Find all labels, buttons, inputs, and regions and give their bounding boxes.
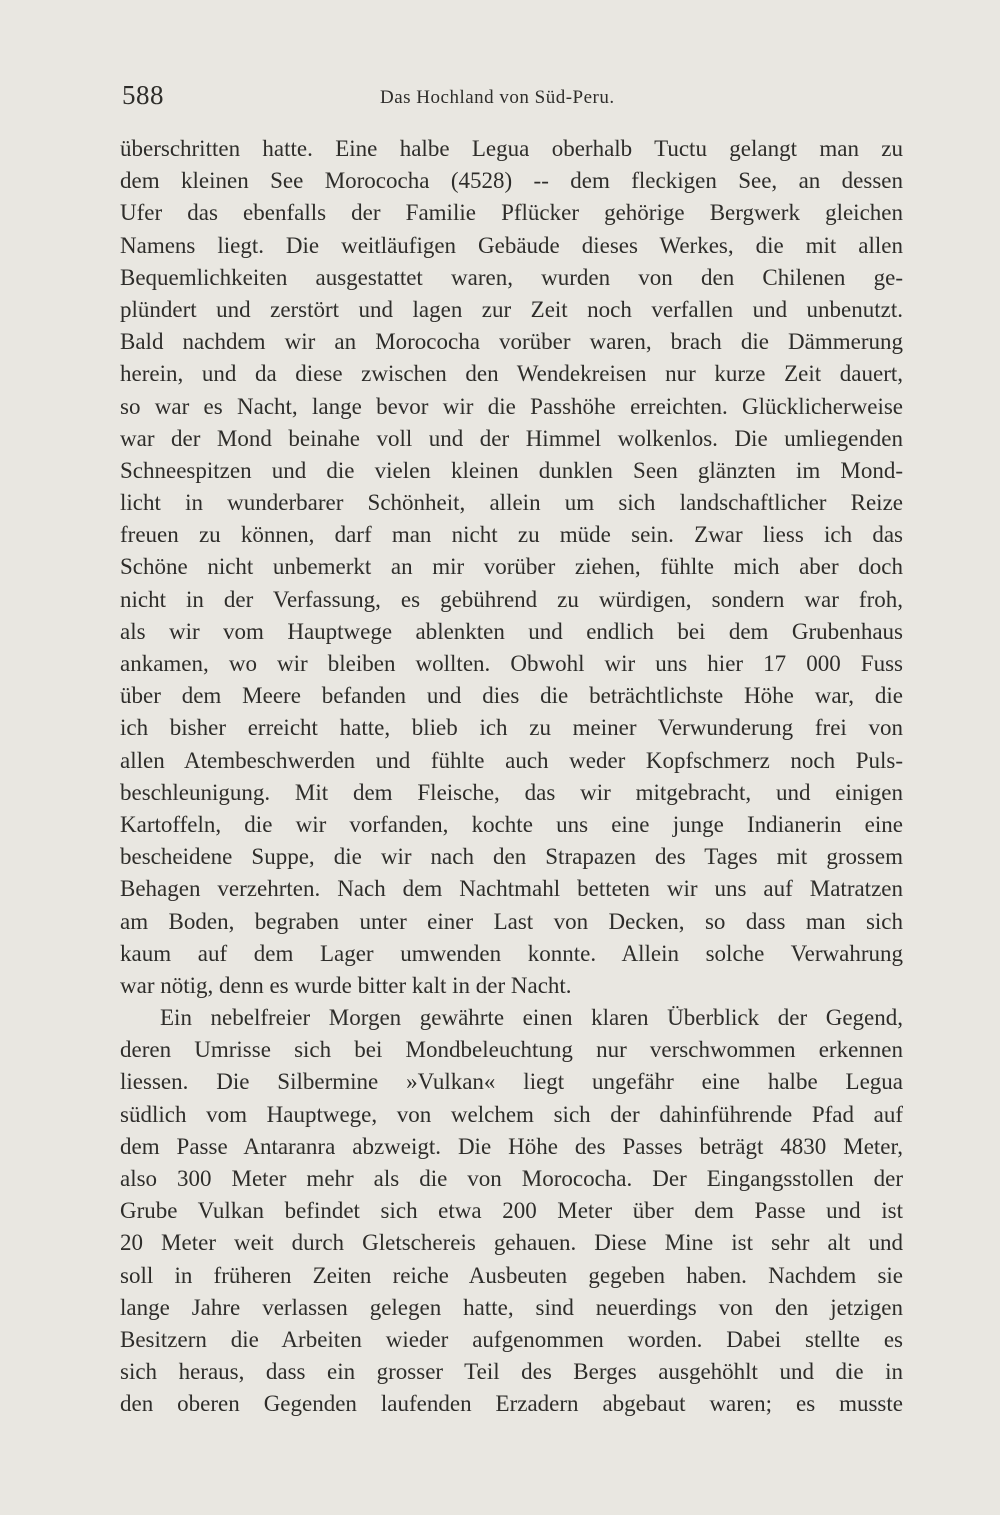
text-line: Kartoffeln, die wir vorfanden, kochte uns eine junge Indianerin eine bbox=[120, 811, 903, 837]
text-line: liessen. Die Silbermine »Vulkan« liegt ungefähr eine halbe Legua bbox=[120, 1069, 903, 1095]
text-line: den oberen Gegenden laufenden Erzadern abgebaut waren; es musste bbox=[120, 1391, 903, 1417]
text-line: freuen zu können, darf man nicht zu müde sein. Zwar liess ich das bbox=[120, 522, 903, 548]
running-head bbox=[120, 80, 895, 120]
text-line: kaum auf dem Lager umwenden konnte. Allein solche Verwahrung bbox=[120, 940, 903, 966]
text-line: Bald nachdem wir an Morococha vorüber waren, brach die Dämmerung bbox=[120, 329, 903, 355]
text-line: dem Passe Antaranra abzweigt. Die Höhe des Passes beträgt 4830 Meter, bbox=[120, 1133, 903, 1159]
text-line: Ein nebelfreier Morgen gewährte einen klaren Überblick der Gegend, bbox=[160, 1005, 903, 1031]
text-line: ich bisher erreicht hatte, blieb ich zu meiner Verwunderung frei von bbox=[120, 715, 903, 741]
text-line: Grube Vulkan befindet sich etwa 200 Meter über dem Passe und ist bbox=[120, 1198, 903, 1224]
text-line: licht in wunderbarer Schönheit, allein um sich landschaftlicher Reize bbox=[120, 490, 903, 516]
text-line: allen Atembeschwerden und fühlte auch weder Kopfschmerz noch Puls- bbox=[120, 747, 903, 773]
text-line: Schneespitzen und die vielen kleinen dunklen Seen glänzten im Mond- bbox=[120, 457, 903, 483]
text-line: war nötig, denn es wurde bitter kalt in der Nacht. bbox=[120, 972, 572, 998]
text-line: lange Jahre verlassen gelegen hatte, sind neuerdings von den jetzigen bbox=[120, 1294, 903, 1320]
text-line: als wir vom Hauptwege ablenkten und endlich bei dem Grubenhaus bbox=[120, 618, 903, 644]
text-line: dem kleinen See Morococha (4528) -- dem fleckigen See, an dessen bbox=[120, 168, 903, 194]
text-line: so war es Nacht, lange bevor wir die Passhöhe erreichten. Glücklicherweise bbox=[120, 393, 903, 419]
text-line: war der Mond beinahe voll und der Himmel wolkenlos. Die umliegenden bbox=[120, 425, 903, 451]
text-line: plündert und zerstört und lagen zur Zeit noch verfallen und unbenutzt. bbox=[120, 296, 903, 322]
body-text bbox=[120, 133, 903, 1421]
paragraph-1 bbox=[120, 133, 903, 1002]
running-title: Das Hochland von Süd-Peru. bbox=[380, 87, 615, 108]
paragraph-2 bbox=[120, 1002, 903, 1420]
text-line: ankamen, wo wir bleiben wollten. Obwohl wir uns hier 17 000 Fuss bbox=[120, 651, 903, 676]
text-line: südlich vom Hauptwege, von welchem sich der dahinführende Pfad auf bbox=[120, 1101, 903, 1127]
text-line: Behagen verzehrten. Nach dem Nachtmahl betteten wir uns auf Matratzen bbox=[120, 876, 903, 902]
text-line: überschritten hatte. Eine halbe Legua oberhalb Tuctu gelangt man zu bbox=[120, 136, 903, 161]
text-line: beschleunigung. Mit dem Fleische, das wir mitgebracht, und einigen bbox=[120, 779, 903, 805]
text-line: Namens liegt. Die weitläufigen Gebäude dieses Werkes, die mit allen bbox=[120, 232, 903, 258]
text-line: nicht in der Verfassung, es gebührend zu würdigen, sondern war froh, bbox=[120, 586, 903, 612]
text-line: also 300 Meter mehr als die von Morococha. Der Eingangsstollen der bbox=[120, 1166, 903, 1191]
text-line: Bequemlichkeiten ausgestattet waren, wurden von den Chilenen ge- bbox=[120, 264, 903, 290]
text-line: bescheidene Suppe, die wir nach den Strapazen des Tages mit grossem bbox=[120, 844, 903, 870]
text-line: sich heraus, dass ein grosser Teil des Berges ausgehöhlt und die in bbox=[120, 1359, 903, 1385]
page-number: 588 bbox=[122, 80, 164, 110]
text-line: deren Umrisse sich bei Mondbeleuchtung nur verschwommen erkennen bbox=[120, 1037, 903, 1063]
text-line: am Boden, begraben unter einer Last von Decken, so dass man sich bbox=[120, 908, 903, 934]
text-line: Ufer das ebenfalls der Familie Pflücker gehörige Bergwerk gleichen bbox=[120, 200, 903, 226]
text-line: herein, und da diese zwischen den Wendekreisen nur kurze Zeit dauert, bbox=[120, 361, 903, 387]
text-line: Besitzern die Arbeiten wieder aufgenommen worden. Dabei stellte es bbox=[120, 1326, 903, 1352]
text-line: soll in früheren Zeiten reiche Ausbeuten gegeben haben. Nachdem sie bbox=[120, 1262, 903, 1288]
text-line: Schöne nicht unbemerkt an mir vorüber ziehen, fühlte mich aber doch bbox=[120, 554, 903, 580]
text-line: 20 Meter weit durch Gletschereis gehauen. Diese Mine ist sehr alt und bbox=[120, 1230, 903, 1256]
text-line: über dem Meere befanden und dies die beträchtlichste Höhe war, die bbox=[120, 683, 903, 709]
